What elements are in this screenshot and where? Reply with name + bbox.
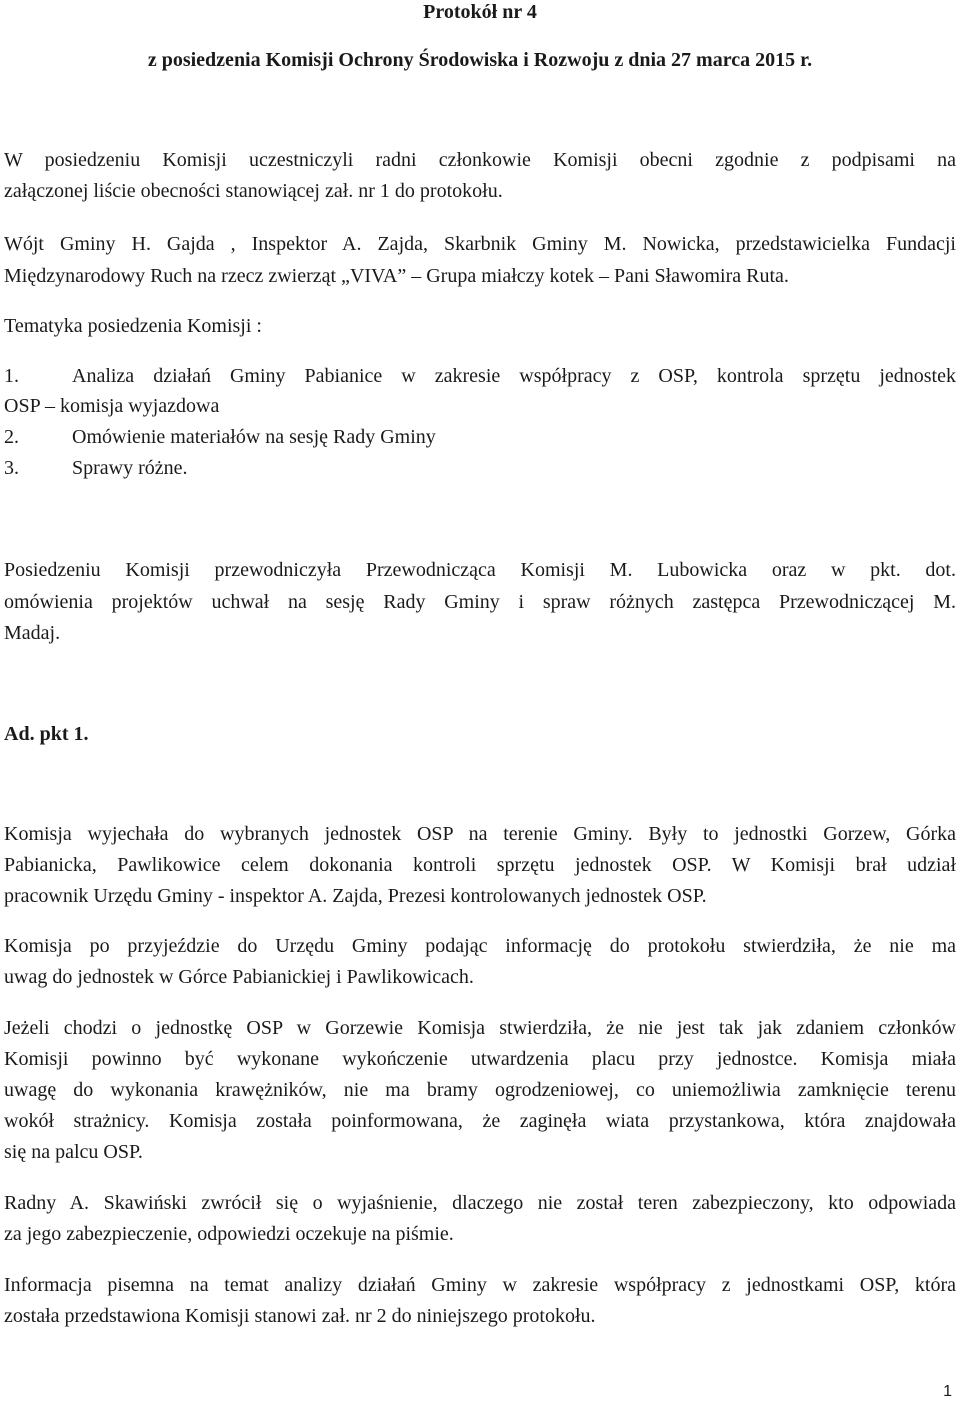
text-line: załączonej liście obecności stanowiącej zał. nr 1 do protokołu. [4,180,503,202]
text-line: Jeżeli chodzi o jednostkę OSP w Gorzewie Komisja stwierdziła, że nie jest tak jak zdaniem członków [4,1017,956,1039]
document-title: Protokół nr 4 [423,1,537,23]
document-subtitle: z posiedzenia Komisji Ochrony Środowiska i Rozwoju z dnia 27 marca 2015 r. [147,49,813,71]
text-line: Madaj. [4,622,61,644]
text-line: pracownik Urzędu Gminy - inspektor A. Zajda, Prezesi kontrolowanych jednostek OSP. [4,885,707,907]
agenda-item [4,364,956,388]
text-line: Komisja wyjechała do wybranych jednostek OSP na terenie Gminy. Były to jednostki Gorzew, Górka [4,823,956,845]
agenda-item-text: Omówienie materiałów na sesję Rady Gminy [72,426,436,448]
text-line: za jego zabezpieczenie, odpowiedzi oczekuje na piśmie. [4,1223,454,1245]
text-line: uwag do jednostek w Górce Pabianickiej i Pawlikowicach. [4,966,474,988]
agenda-item-number: 1. [4,365,19,387]
text-line: Pabianicka, Pawlikowice celem dokonania kontroli sprzętu jednostek OSP. W Komisji brał udział [4,854,956,876]
agenda-item-text: Analiza działań Gminy Pabianice w zakresie współpracy z OSP, kontrola sprzętu jednostek [72,365,956,387]
agenda-heading: Tematyka posiedzenia Komisji : [4,315,262,337]
text-line: Informacja pisemna na temat analizy działań Gminy w zakresie współpracy z jednostkami OSP, która [4,1274,956,1296]
text-line: omówienia projektów uchwał na sesję Rady Gminy i spraw różnych zastępca Przewodniczącej M. [4,591,956,613]
text-line: uwagę do wykonania krawężników, nie ma bramy ogrodzeniowej, co uniemożliwia zamknięcie terenu [4,1079,956,1101]
agenda-item-continuation: OSP – komisja wyjazdowa [4,395,220,417]
agenda-item [4,425,956,449]
text-line: Wójt Gminy H. Gajda , Inspektor A. Zajda, Skarbnik Gminy M. Nowicka, przedstawicielka Fundacji [4,233,956,255]
page-number: 1 [943,1383,952,1400]
agenda-item [4,456,956,480]
text-line: Komisja po przyjeździe do Urzędu Gminy podając informację do protokołu stwierdziła, że nie ma [4,935,956,957]
text-line: Międzynarodowy Ruch na rzecz zwierząt „VIVA” – Grupa miałczy kotek – Pani Sławomira Ruta. [4,265,789,287]
agenda-item-text: Sprawy różne. [72,457,188,479]
text-line: W posiedzeniu Komisji uczestniczyli radni członkowie Komisji obecni zgodnie z podpisami na [4,149,956,171]
text-line: Komisji powinno być wykonane wykończenie utwardzenia placu przy jednostce. Komisja miała [4,1048,956,1070]
section-heading: Ad. pkt 1. [4,723,89,745]
text-line: została przedstawiona Komisji stanowi zał. nr 2 do niniejszego protokołu. [4,1305,596,1327]
text-line: Radny A. Skawiński zwrócił się o wyjaśnienie, dlaczego nie został teren zabezpieczony, kto odpowiada [4,1192,956,1214]
text-line: się na palcu OSP. [4,1141,143,1163]
text-line: wokół strażnicy. Komisja została poinformowana, że zaginęła wiata przystankowa, która znajdowała [4,1110,956,1132]
text-line: Posiedzeniu Komisji przewodniczyła Przewodnicząca Komisji M. Lubowicka oraz w pkt. dot. [4,559,956,581]
agenda-item-number: 3. [4,457,19,479]
agenda-item-number: 2. [4,426,19,448]
